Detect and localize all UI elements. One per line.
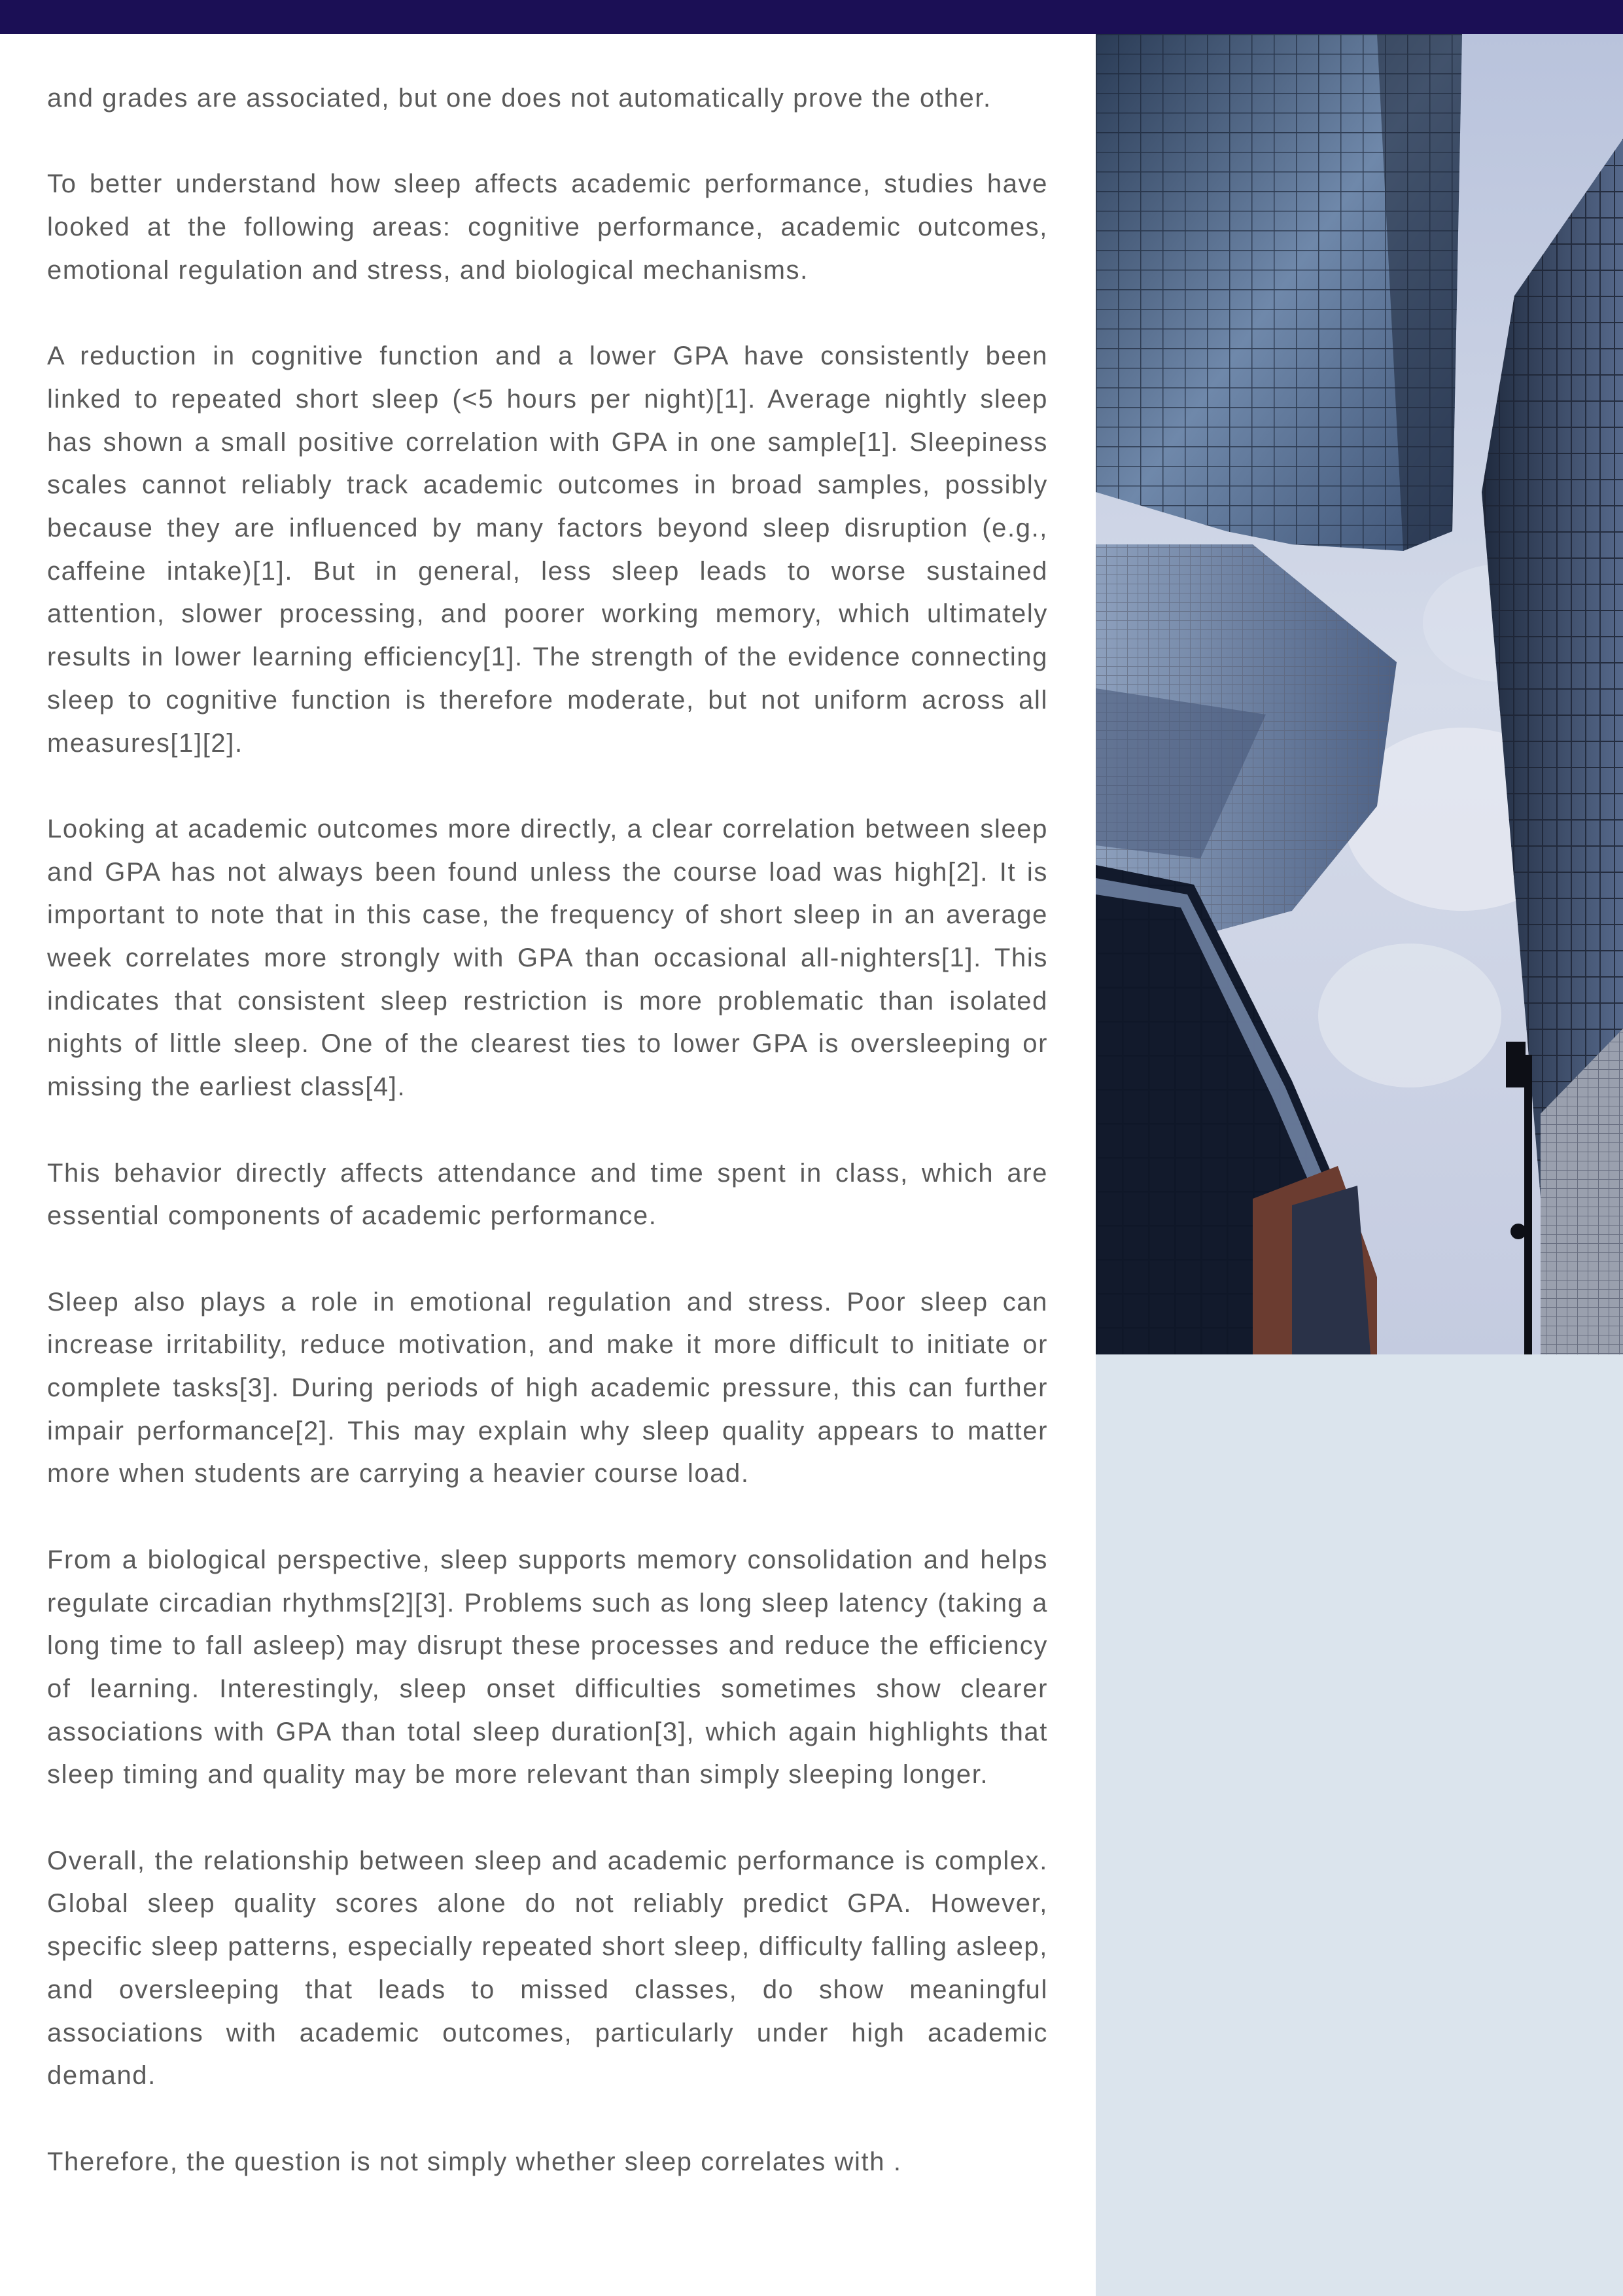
skyscrapers-photo — [1096, 34, 1623, 1354]
paragraph-5: This behavior directly affects attendance and time spent in class, which are essential components of academic performance. — [47, 1158, 1048, 1231]
skyscrapers-illustration — [1096, 34, 1623, 1354]
paragraph-2: To better understand how sleep affects academic performance, studies have looked at the following areas: cognitive performance, academic outcomes, emotional regulation and stress, and biological mechanisms. — [47, 169, 1048, 285]
paragraph-9: Therefore, the question is not simply whether sleep correlates with . — [47, 2147, 902, 2176]
paragraph-7: From a biological perspective, sleep supports memory consolidation and helps regulate circadian rhythms[2][3]. Problems such as long sleep latency (taking a long time to fall asleep) may disrupt these processes and reduce the efficiency of learning. Interestingly, sleep onset difficulties sometimes show clearer associations with GPA than total sleep duration[3], which again highlights that sleep timing and quality may be more relevant than simply sleeping longer. — [47, 1545, 1048, 1790]
paragraph-8: Overall, the relationship between sleep and academic performance is complex. Global sleep quality scores alone do not reliably predict GPA. However, specific sleep patterns, especially repeated short sleep, difficulty falling asleep, and oversleeping that leads to missed classes, do show meaningful associations with academic outcomes, particularly under high academic demand. — [47, 1846, 1048, 2091]
article-text — [47, 77, 1048, 2227]
paragraph-1: and grades are associated, but one does not automatically prove the other. — [47, 84, 992, 113]
top-banner-bar — [0, 0, 1623, 34]
paragraph-6: Sleep also plays a role in emotional regulation and stress. Poor sleep can increase irritability, reduce motivation, and make it more difficult to initiate or complete tasks[3]. During periods of high academic pressure, this can further impair performance[2]. This may explain why sleep quality appears to matter more when students are carrying a heavier course load. — [47, 1287, 1048, 1489]
paragraph-3: A reduction in cognitive function and a lower GPA have consistently been linked to repeated short sleep (<5 hours per night)[1]. Average nightly sleep has shown a small positive correlation with GPA in one sample[1]. Sleepiness scales cannot reliably track academic outcomes in broad samples, possibly because they are influenced by many factors beyond sleep disruption (e.g., caffeine intake)[1]. But in general, less sleep leads to worse sustained attention, slower processing, and poorer working memory, which ultimately results in lower learning efficiency[1]. The strength of the evidence connecting sleep to cognitive function is therefore moderate, but not uniform across all measures[1][2]. — [47, 342, 1048, 758]
paragraph-4: Looking at academic outcomes more directly, a clear correlation between sleep and GPA has not always been found unless the course load was high[2]. It is important to note that in this case, the frequency of short sleep in an average week correlates more strongly with GPA than occasional all-nighters[1]. This indicates that consistent sleep restriction is more problematic than isolated nights of little sleep. One of the clearest ties to lower GPA is oversleeping or missing the earliest class[4]. — [47, 814, 1048, 1102]
